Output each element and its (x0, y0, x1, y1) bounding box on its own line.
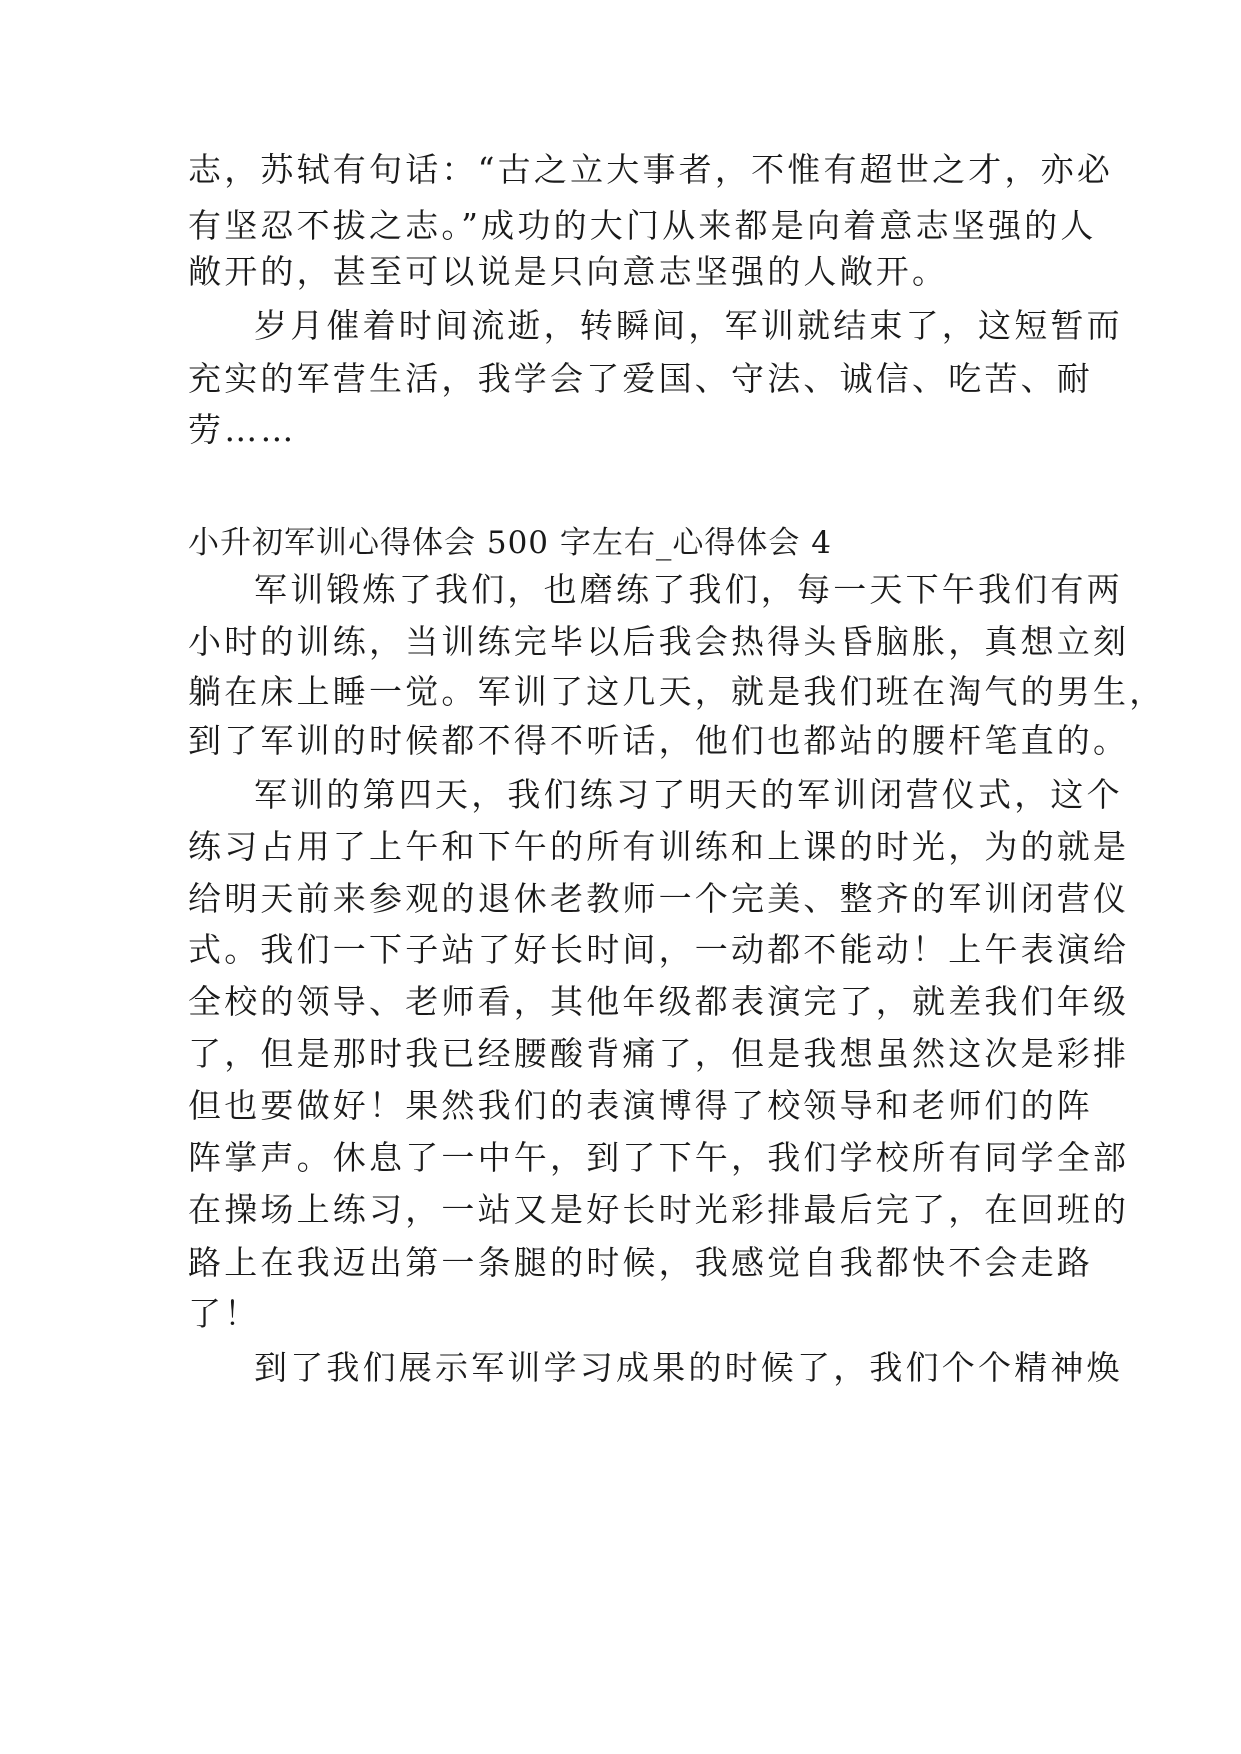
text-line: 军训的第四天，我们练习了明天的军训闭营仪式，这个 (254, 775, 1123, 814)
section-title: 小升初军训心得体会 500 字左右_心得体会 4 (188, 525, 832, 561)
text-line: 有坚忍不拔之志。”成功的大门从来都是向着意志坚强的人 (188, 206, 1097, 245)
text-line: 小时的训练，当训练完毕以后我会热得头昏脑胀，真想立刻 (188, 622, 1130, 661)
text-line: 到了军训的时候都不得不听话，他们也都站的腰杆笔直的。 (188, 721, 1130, 760)
text-line: 阵掌声。休息了一中午，到了下午，我们学校所有同学全部 (188, 1138, 1130, 1177)
text-line: 全校的领导、老师看，其他年级都表演完了，就差我们年级 (188, 982, 1130, 1021)
text-line: 到了我们展示军训学习成果的时候了，我们个个精神焕 (254, 1348, 1123, 1387)
text-line: 了！ (188, 1294, 261, 1333)
text-line: 志，苏轼有句话：“古之立大事者，不惟有超世之才，亦必 (188, 150, 1114, 189)
text-line: 了，但是那时我已经腰酸背痛了，但是我想虽然这次是彩排 (188, 1034, 1130, 1073)
text-line: 岁月催着时间流逝，转瞬间，军训就结束了，这短暂而 (254, 306, 1123, 345)
text-line: 练习占用了上午和下午的所有训练和上课的时光，为的就是 (188, 827, 1130, 866)
text-line: 劳…… (188, 410, 297, 449)
text-line: 式。我们一下子站了好长时间，一动都不能动！上午表演给 (188, 930, 1130, 969)
text-line: 敞开的，甚至可以说是只向意志坚强的人敞开。 (188, 252, 949, 291)
text-line: 给明天前来参观的退休老教师一个完美、整齐的军训闭营仪 (188, 879, 1130, 918)
text-line: 在操场上练习，一站又是好长时光彩排最后完了，在回班的 (188, 1190, 1130, 1229)
text-line: 但也要做好！果然我们的表演博得了校领导和老师们的阵 (188, 1086, 1093, 1125)
text-line: 充实的军营生活，我学会了爱国、守法、诚信、吃苦、耐 (188, 359, 1093, 398)
text-line: 躺在床上睡一觉。军训了这几天，就是我们班在淘气的男生， (188, 672, 1166, 711)
text-line: 路上在我迈出第一条腿的时候，我感觉自我都快不会走路 (188, 1243, 1093, 1282)
text-line: 军训锻炼了我们，也磨练了我们，每一天下午我们有两 (254, 570, 1123, 609)
